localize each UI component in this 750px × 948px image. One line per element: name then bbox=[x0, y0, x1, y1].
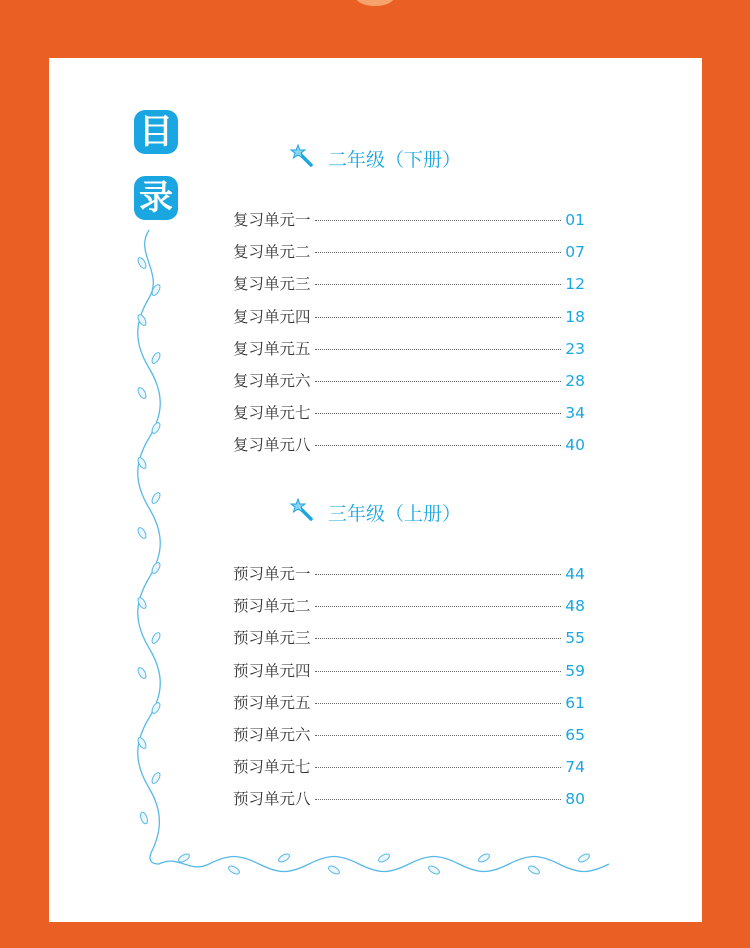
dot-leader bbox=[315, 671, 561, 672]
toc-entry[interactable] bbox=[233, 270, 585, 302]
toc-entry-label: 预习单元三 bbox=[233, 629, 311, 648]
toc-entry-label: 预习单元二 bbox=[233, 597, 311, 616]
toc-entry-label: 复习单元一 bbox=[233, 211, 311, 229]
toc-entry[interactable] bbox=[233, 206, 585, 238]
toc-entry-page: 55 bbox=[565, 629, 585, 648]
dot-leader bbox=[315, 381, 561, 382]
dot-leader bbox=[315, 574, 561, 575]
dot-leader bbox=[315, 703, 561, 704]
toc-entry-page: 61 bbox=[565, 693, 585, 712]
dot-leader bbox=[315, 799, 561, 800]
toc-entry-label: 预习单元七 bbox=[233, 758, 311, 777]
dot-leader bbox=[315, 220, 561, 221]
title-char-mu: 目 bbox=[134, 110, 178, 154]
toc-entry-page: 23 bbox=[565, 339, 585, 358]
toc-page bbox=[49, 58, 702, 922]
toc-entry[interactable] bbox=[233, 753, 585, 785]
toc-entry-label: 预习单元八 bbox=[233, 790, 311, 809]
toc-entry-label: 复习单元六 bbox=[233, 371, 311, 390]
toc-entry-label: 预习单元五 bbox=[233, 693, 311, 712]
section-heading-text: 二年级（下册） bbox=[328, 148, 462, 171]
toc-entry-page: 18 bbox=[565, 307, 585, 326]
toc-entry-page: 12 bbox=[565, 275, 585, 294]
toc-entry[interactable] bbox=[233, 367, 585, 399]
toc-entry[interactable] bbox=[233, 238, 585, 270]
toc-entry-label: 复习单元三 bbox=[233, 275, 311, 294]
toc-entry-page: 40 bbox=[565, 436, 585, 455]
toc-entry-label: 复习单元八 bbox=[233, 436, 311, 455]
toc-list-grade3 bbox=[233, 560, 585, 818]
toc-entry-page: 48 bbox=[565, 597, 585, 616]
dot-leader bbox=[315, 445, 561, 446]
section-heading-grade3 bbox=[49, 498, 702, 524]
toc-entry[interactable] bbox=[233, 560, 585, 592]
dot-leader bbox=[315, 638, 561, 639]
toc-entry-label: 预习单元六 bbox=[233, 725, 311, 744]
magic-wand-icon bbox=[290, 498, 314, 529]
toc-entry[interactable] bbox=[233, 785, 585, 817]
toc-entry[interactable] bbox=[233, 657, 585, 689]
toc-entry[interactable] bbox=[233, 303, 585, 335]
dot-leader bbox=[315, 767, 561, 768]
toc-entry-label: 复习单元五 bbox=[233, 339, 311, 358]
toc-entry[interactable] bbox=[233, 689, 585, 721]
magic-wand-icon bbox=[290, 144, 314, 175]
top-notch-decoration bbox=[355, 0, 395, 6]
title-char-lu: 录 bbox=[134, 176, 178, 220]
toc-entry-page: 01 bbox=[565, 211, 585, 229]
dot-leader bbox=[315, 252, 561, 253]
section-heading-grade2 bbox=[49, 144, 702, 170]
toc-entry-label: 预习单元四 bbox=[233, 661, 311, 680]
toc-entry-label: 复习单元二 bbox=[233, 243, 311, 262]
toc-entry-page: 44 bbox=[565, 565, 585, 583]
toc-entry-page: 34 bbox=[565, 404, 585, 423]
toc-entry-page: 74 bbox=[565, 758, 585, 777]
toc-entry-label: 复习单元四 bbox=[233, 307, 311, 326]
toc-entry-page: 80 bbox=[565, 790, 585, 809]
toc-entry-label: 复习单元七 bbox=[233, 404, 311, 423]
dot-leader bbox=[315, 735, 561, 736]
toc-entry[interactable] bbox=[233, 721, 585, 753]
toc-entry[interactable] bbox=[233, 399, 585, 431]
toc-entry-label: 预习单元一 bbox=[233, 565, 311, 583]
toc-entry[interactable] bbox=[233, 335, 585, 367]
toc-entry-page: 07 bbox=[565, 243, 585, 262]
toc-entry-page: 65 bbox=[565, 725, 585, 744]
dot-leader bbox=[315, 413, 561, 414]
toc-entry-page: 59 bbox=[565, 661, 585, 680]
dot-leader bbox=[315, 349, 561, 350]
toc-entry[interactable] bbox=[233, 431, 585, 463]
dot-leader bbox=[315, 317, 561, 318]
dot-leader bbox=[315, 284, 561, 285]
section-heading-text: 三年级（上册） bbox=[328, 502, 462, 525]
toc-entry[interactable] bbox=[233, 592, 585, 624]
toc-entry-page: 28 bbox=[565, 371, 585, 390]
toc-list-grade2 bbox=[233, 206, 585, 464]
dot-leader bbox=[315, 606, 561, 607]
toc-entry[interactable] bbox=[233, 624, 585, 656]
